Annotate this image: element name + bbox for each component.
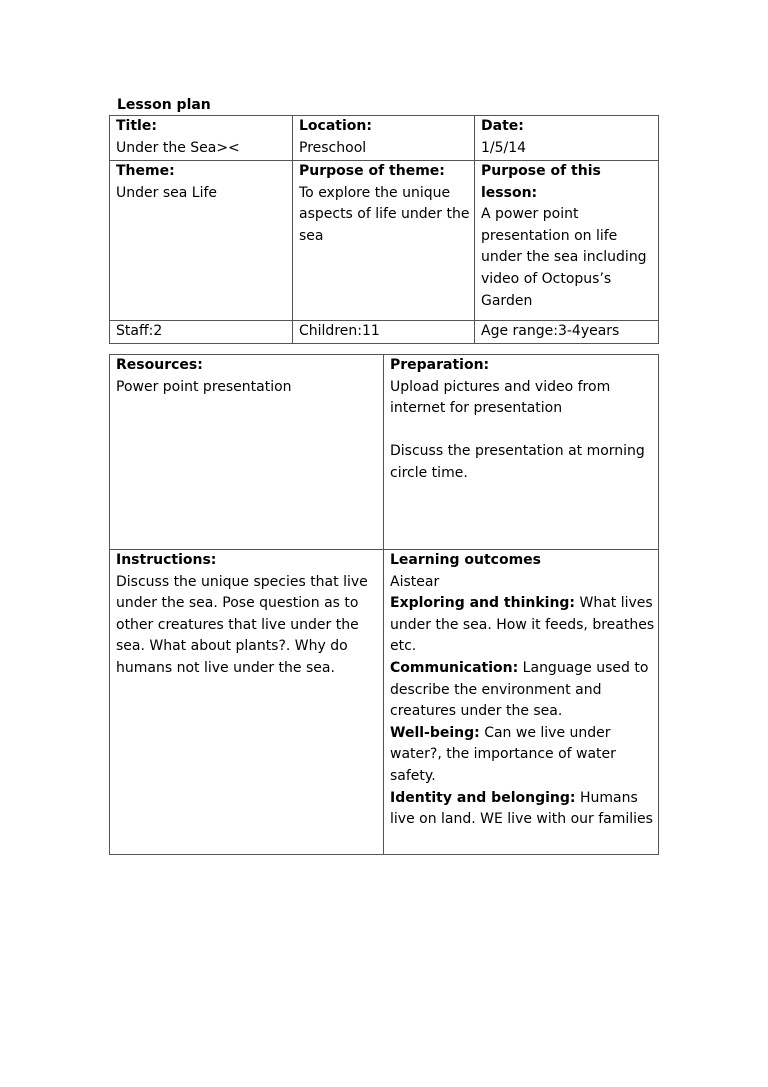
instructions-cell (110, 550, 384, 855)
theme-purpose-row (110, 161, 659, 321)
outcome-label: Communication: (390, 659, 519, 676)
title-cell (110, 116, 293, 161)
outcome-label: Well-being: (390, 724, 480, 741)
date-cell (475, 116, 659, 161)
age-range-cell: Age range:3-4years (475, 321, 659, 344)
purpose-of-theme-label: Purpose of theme: (299, 163, 445, 179)
outcome-text: Language used to describe the environment and creatures under the sea. (390, 659, 649, 720)
page-title: Lesson plan (117, 97, 211, 113)
title-value: Under the Sea>< (116, 139, 240, 156)
counts-row (110, 321, 659, 344)
theme-value: Under sea Life (116, 184, 217, 201)
lesson-header-table (109, 115, 659, 344)
resources-label: Resources: (116, 357, 203, 373)
title-label: Title: (116, 118, 157, 134)
resources-preparation-row (110, 355, 659, 550)
outcome-well-being (390, 723, 658, 788)
outcome-label: Identity and belonging: (390, 789, 576, 806)
location-label: Location: (299, 118, 372, 134)
date-label: Date: (481, 118, 524, 134)
resources-cell (110, 355, 384, 550)
instructions-outcomes-row (110, 550, 659, 855)
outcome-label: Exploring and thinking: (390, 595, 576, 612)
preparation-paragraph-2: Discuss the presentation at morning circle time. (390, 443, 645, 481)
outcome-communication (390, 658, 658, 723)
date-value: 1/5/14 (481, 139, 527, 156)
purpose-of-theme-cell (293, 161, 475, 321)
instructions-value: Discuss the unique species that live under the sea. Pose question as to other creatures that live under the sea. What about plants?. Why do humans not live under the sea. (116, 573, 368, 676)
location-cell (293, 116, 475, 161)
paragraph-gap (390, 420, 658, 442)
preparation-cell (384, 355, 659, 550)
preparation-paragraph-1: Upload pictures and video from internet for presentation (390, 378, 611, 417)
learning-outcomes-cell (384, 550, 659, 855)
outcome-identity-and-belonging (390, 788, 658, 831)
outcome-exploring-and-thinking (390, 593, 658, 658)
learning-outcomes-framework: Aistear (390, 573, 440, 590)
purpose-of-lesson-label: Purpose of this lesson: (481, 163, 601, 201)
children-cell: Children:11 (293, 321, 475, 344)
learning-outcomes-label: Learning outcomes (390, 552, 542, 568)
resources-value: Power point presentation (116, 378, 292, 395)
location-value: Preschool (299, 139, 367, 156)
instructions-label: Instructions: (116, 552, 217, 568)
lesson-detail-table (109, 354, 659, 855)
preparation-label: Preparation: (390, 357, 490, 373)
title-location-date-row (110, 116, 659, 161)
outcome-text: Humans live on land. WE live with our families (390, 789, 653, 828)
outcome-text: What lives under the sea. How it feeds, breathes etc. (390, 595, 655, 655)
purpose-of-lesson-cell (475, 161, 659, 321)
outcome-text: Can we live under water?, the importance of water safety. (390, 724, 616, 784)
purpose-of-theme-value: To explore the unique aspects of life under the sea (299, 184, 470, 244)
theme-cell (110, 161, 293, 321)
staff-cell: Staff:2 (110, 321, 293, 344)
purpose-of-lesson-value: A power point presentation on life under the sea including video of Octopus’s Garden (481, 206, 647, 309)
theme-label: Theme: (116, 163, 175, 179)
